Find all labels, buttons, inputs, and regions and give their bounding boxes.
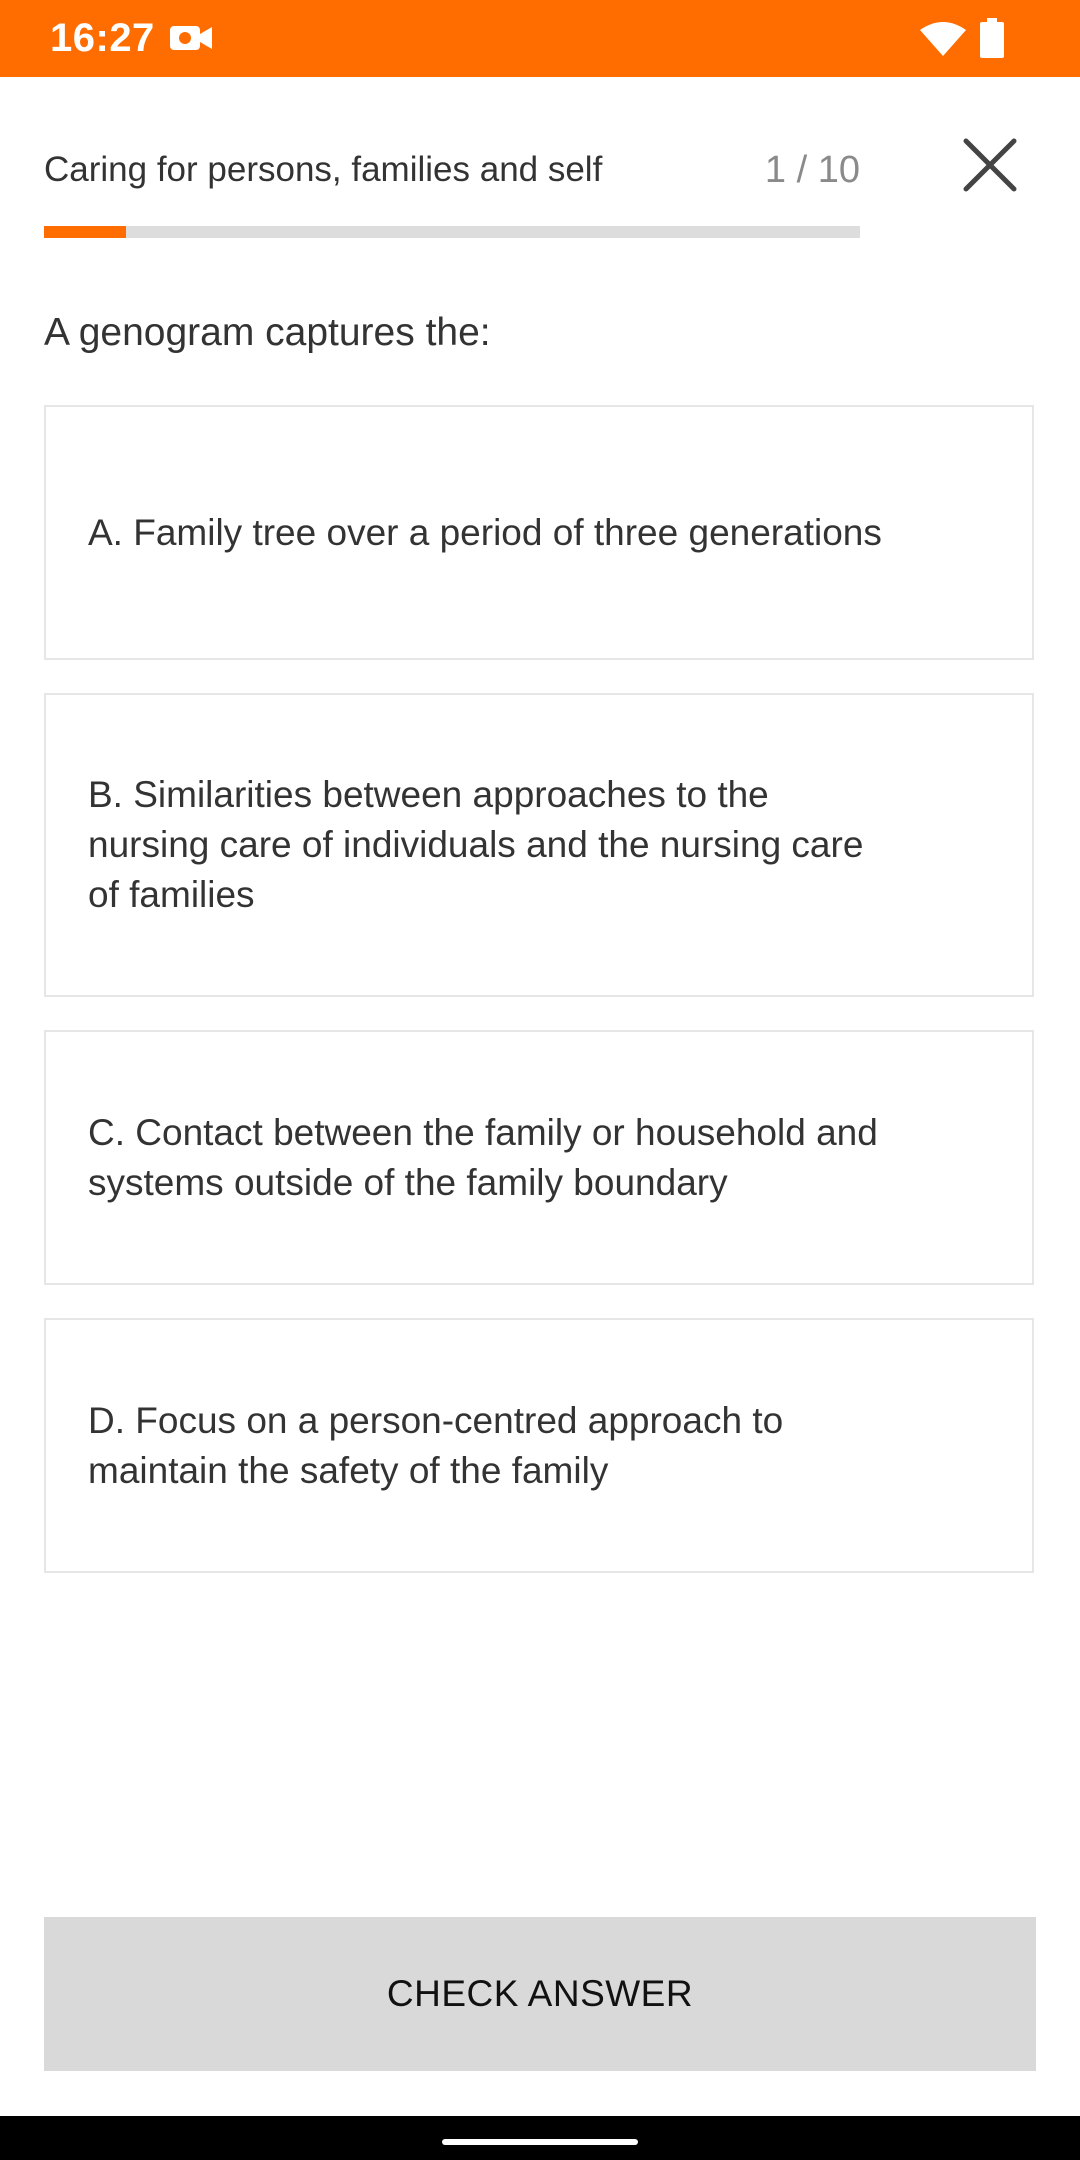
progress-bar (44, 226, 860, 238)
answer-option-label: A. Family tree over a period of three generations (88, 511, 882, 553)
battery-icon (980, 18, 1004, 58)
home-indicator[interactable] (442, 2139, 638, 2145)
answer-option-c[interactable] (44, 1030, 1034, 1285)
wifi-icon (920, 22, 966, 56)
answer-option-label: D. Focus on a person-centred approach to maintain the safety of the family (88, 1399, 784, 1491)
quiz-title: Caring for persons, families and self (44, 150, 603, 189)
check-answer-button[interactable]: CHECK ANSWER (44, 1917, 1036, 2071)
status-bar (0, 0, 1080, 77)
navigation-bar (0, 2116, 1080, 2160)
answer-option-d[interactable] (44, 1318, 1034, 1573)
answer-option-label: C. Contact between the family or household and systems outside of the family boundary (88, 1111, 878, 1203)
close-button[interactable] (955, 130, 1025, 200)
answer-option-label: B. Similarities between approaches to the nursing care of individuals and the nursing care of families (88, 774, 864, 915)
progress-fill (44, 226, 126, 238)
answer-option-a[interactable] (44, 405, 1034, 660)
question-text: A genogram captures the: (44, 311, 491, 354)
screen-record-icon (170, 23, 212, 53)
close-icon (955, 130, 1025, 200)
answer-option-b[interactable] (44, 693, 1034, 997)
question-counter: 1 / 10 (764, 149, 860, 191)
status-time: 16:27 (50, 16, 155, 60)
